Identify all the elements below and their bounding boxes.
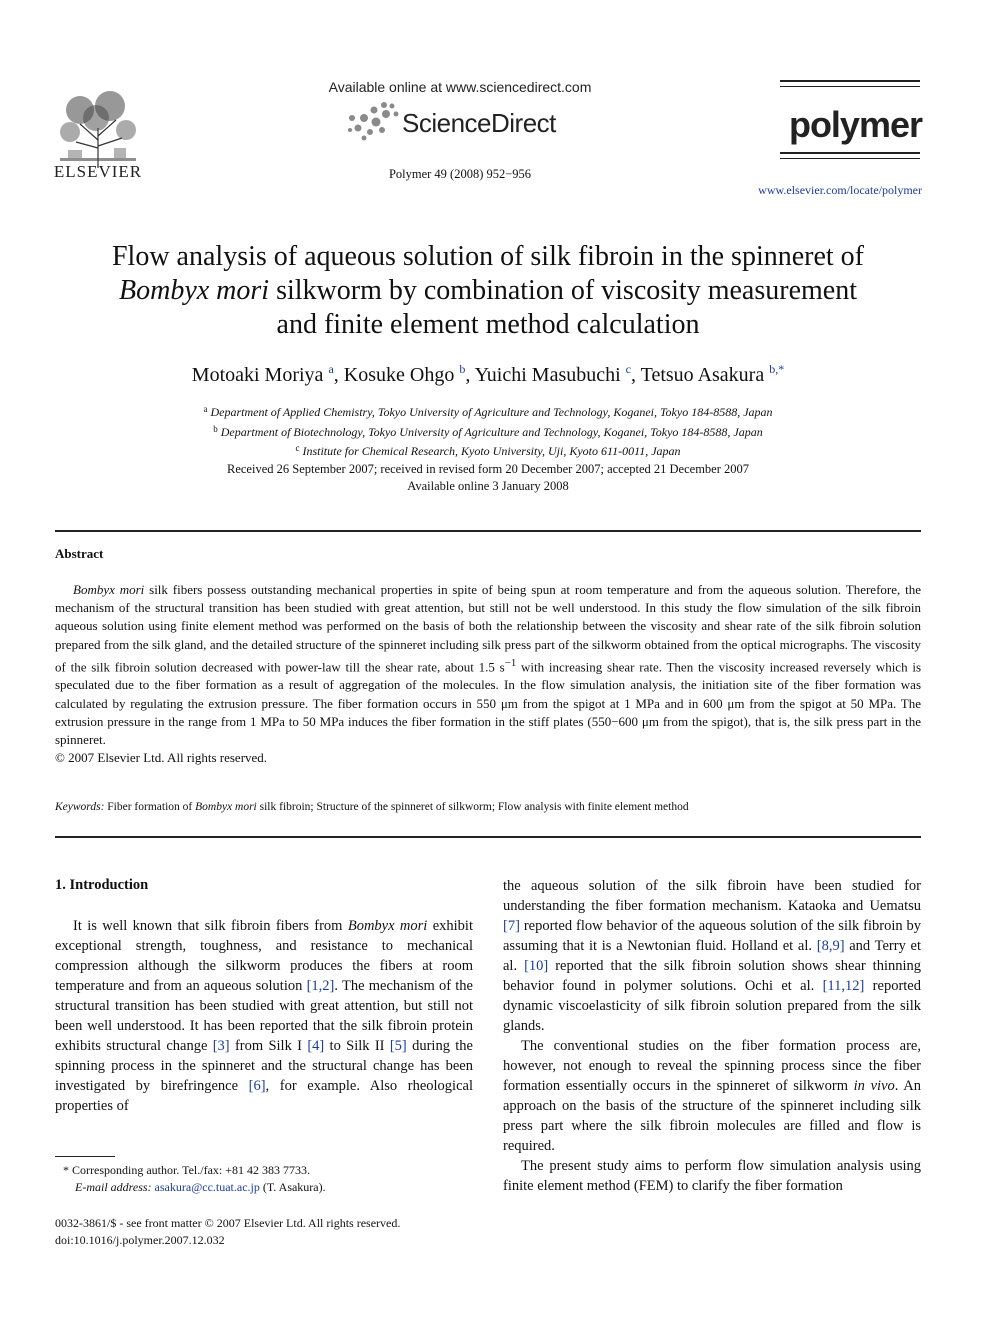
paragraph (55, 916, 473, 1116)
author-list: Motoaki Moriya $^a$, Kosuke Ohgo $^b$, Yuichi Masubuchi $^c$, Tetsuo Asakura $^{b,*}$ (191, 362, 785, 386)
text: The conventional studies on the fiber formation process are, however, not enough to reveal the spinning process since the fiber formation essentially occurs in the spinneret of silkworm (503, 1038, 921, 1094)
text: reported flow behavior of the aqueous solution of the silk fibroin by assuming that it is a Newtonian fluid. Holland et al. (503, 918, 921, 954)
affiliation (60, 401, 916, 421)
citation-link[interactable]: [10] (524, 958, 549, 974)
journal-logo: polymer (788, 104, 922, 145)
title-species: Bombyx mori (119, 275, 270, 306)
author-name: Motoaki Moriya (191, 364, 324, 386)
paragraph: The present study aims to perform flow simulation analysis using finite element method (FEM) to clarify the fiber formation (503, 1158, 921, 1194)
abstract-body (55, 581, 921, 767)
text: to Silk II (324, 1038, 390, 1054)
author-name: Tetsuo Asakura (640, 364, 765, 386)
section-heading: 1. Introduction (55, 877, 149, 893)
affiliation-text: Institute for Chemical Research, Kyoto University, Uji, Kyoto 611-0011, Japan (302, 444, 681, 458)
affiliation (60, 440, 916, 460)
abstract-heading: Abstract (55, 546, 104, 561)
author-name: Kosuke Ohgo (343, 364, 455, 386)
copyright: © 2007 Elsevier Ltd. All rights reserved. (55, 750, 268, 766)
text: It is well known that silk fibroin fibers from (73, 918, 348, 934)
citation-link[interactable]: [5] (389, 1038, 407, 1054)
text: . The mechanism of the structural transition has been studied with great attention, but still not been well understood. It has been reported that the silk fibroin protein exhibits structural change (55, 978, 473, 1054)
author-affiliation-mark[interactable]: b,* (769, 362, 785, 376)
affiliation-text: Department of Applied Chemistry, Tokyo University of Agriculture and Technology, Koganei, Tokyo 184-8588, Japan (210, 405, 773, 419)
text: , for example. Also rheological properties of (55, 1078, 473, 1114)
citation-link[interactable]: [11,12] (822, 978, 865, 994)
email-note (55, 1179, 473, 1196)
masthead-rule (780, 152, 920, 154)
text: during the spinning process in the spinneret and the structural change has been investigated by birefringence (55, 1038, 473, 1094)
citation-link[interactable]: [8,9] (816, 938, 845, 954)
body-column-right (503, 876, 921, 1196)
journal-url-link[interactable]: www.elsevier.com/locate/polymer (758, 183, 922, 197)
citation-link[interactable]: [1,2] (306, 978, 335, 994)
footnote-marker: * (63, 1163, 69, 1177)
affiliation-key: a (203, 404, 208, 414)
title-line: Flow analysis of aqueous solution of silk fibroin in the spinneret of (111, 241, 865, 272)
publisher-wordmark: ELSEVIER (53, 162, 143, 181)
affiliation-key: c (295, 443, 300, 453)
affiliation-text: Department of Biotechnology, Tokyo University of Agriculture and Technology, Koganei, Tokyo 184-8588, Japan (220, 424, 763, 439)
sciencedirect-wordmark: ScienceDirect (402, 108, 556, 138)
citation-link[interactable]: [4] (307, 1038, 325, 1054)
affiliation-key: b (213, 423, 218, 434)
affiliations (60, 401, 916, 460)
keywords-text: silk fibroin; Structure of the spinneret of silkworm; Flow analysis with finite element method (256, 801, 689, 813)
citation-link[interactable]: [7] (503, 918, 520, 934)
citation-link[interactable]: [3] (212, 1038, 230, 1054)
species-name: Bombyx mori (73, 582, 145, 597)
text: . An approach on the basis of the structure of the spinneret including silk press part where the silk fibroin molecules are filled and flow is required. (503, 1078, 921, 1154)
keywords-label: Keywords: (55, 801, 105, 813)
citation-link[interactable]: [6] (248, 1078, 266, 1094)
author-name: Yuichi Masubuchi (474, 364, 621, 386)
text: (T. Asakura). (259, 1180, 326, 1194)
available-online-note[interactable]: Available online at www.sciencedirect.com (328, 79, 592, 95)
author-affiliation-mark[interactable]: c (625, 362, 631, 376)
section-divider (55, 530, 921, 532)
keywords (55, 801, 921, 813)
footnote (55, 1162, 473, 1196)
title-line: and finite element method calculation (276, 309, 700, 340)
sciencedirect-dots-icon (344, 100, 400, 144)
author-affiliation-mark[interactable]: a (328, 362, 334, 376)
doi-line[interactable]: doi:10.1016/j.polymer.2007.12.032 (55, 1233, 225, 1247)
sciencedirect-logo[interactable] (344, 100, 584, 144)
email-link[interactable]: asakura@cc.tuat.ac.jp (154, 1180, 260, 1194)
abstract-text: with increasing shear rate. Then the viscosity increased reversely which is speculated due to the fiber formation as a result of aggregation of the molecules. In the flow simulation analysis, the initiation site of the fiber formation was calculated by regulating the extrusion pressure. The fiber formation occurs in 550 μm from the spigot at 1 MPa and in 600 μm from the spigot at 50 MPa. The extrusion pressure in the range from 1 MPa to 50 MPa induces the fiber formation in the stiff plates (550−600 μm from the spigot), that is, the silk press part in the spinneret. (55, 659, 921, 747)
italic-term: in vivo (853, 1078, 895, 1094)
body-column-left (55, 916, 473, 1116)
text: and Terry et al. (503, 938, 921, 974)
masthead-rule (780, 158, 920, 159)
email-label: E-mail address: (75, 1180, 152, 1194)
received-dates: Received 26 September 2007; received in revised form 20 December 2007; accepted 21 December 2007 (226, 462, 750, 476)
masthead-rule (780, 80, 920, 82)
abstract-text: silk fibers possess outstanding mechanical properties in spite of being spun at room temperature and from the aqueous solution. Therefore, the mechanism of the structural transition has been studied with great attention, but still not be well understood. In this study the flow simulation of the silk fibroin aqueous solution using finite element method was performed on the basis of both the relationship between the viscosity and shear rate of the silk fibroin solution prepared from the silk gland, and the detailed structure of the spinneret including silk press part of the silkworm obtained from the optical micrographs. The viscosity of the silk fibroin solution decreased with power-law till the shear rate, about 1.5 s (55, 582, 921, 675)
species-name: Bombyx mori (347, 918, 428, 934)
text: from Silk I (229, 1038, 308, 1054)
text: the aqueous solution of the silk fibroin have been studied for understanding the fiber formation mechanism. Kataoka and Uematsu (503, 878, 921, 914)
author-affiliation-mark[interactable]: b (459, 362, 466, 376)
article-title (60, 240, 916, 342)
species-name: Bombyx mori (195, 801, 257, 813)
title-line-rest: silkworm by combination of viscosity measurement (269, 275, 857, 306)
text: reported dynamic viscoelasticity of silk fibroin solution prepared from the silk glands. (503, 978, 921, 1034)
exponent: −1 (504, 656, 517, 669)
article-identifiers (55, 1215, 473, 1249)
section-divider (55, 836, 921, 838)
article-history (60, 461, 916, 495)
text: Corresponding author. Tel./fax: +81 42 383 7733. (69, 1163, 311, 1177)
affiliation (60, 421, 916, 441)
abstract-paragraph (55, 581, 921, 749)
available-date: Available online 3 January 2008 (407, 479, 569, 493)
paragraph (503, 1036, 921, 1156)
text: exhibit exceptional strength, toughness, and resistance to mechanical compression although the silkworm produces the fibers at room temperature and from an aqueous solution (55, 918, 473, 994)
keywords-text: Fiber formation of (104, 801, 196, 813)
paragraph (503, 876, 921, 1036)
text: reported that the silk fibroin solution shows shear thinning behavior found in polymer solutions. Ochi et al. (503, 958, 922, 994)
footnote-rule (55, 1156, 115, 1157)
journal-citation: Polymer 49 (2008) 952−956 (388, 167, 532, 181)
masthead-rule (780, 86, 920, 87)
issn-line: 0032-3861/$ - see front matter © 2007 Elsevier Ltd. All rights reserved. (55, 1216, 401, 1230)
title-line (60, 274, 916, 308)
corresponding-author-note (55, 1162, 473, 1179)
